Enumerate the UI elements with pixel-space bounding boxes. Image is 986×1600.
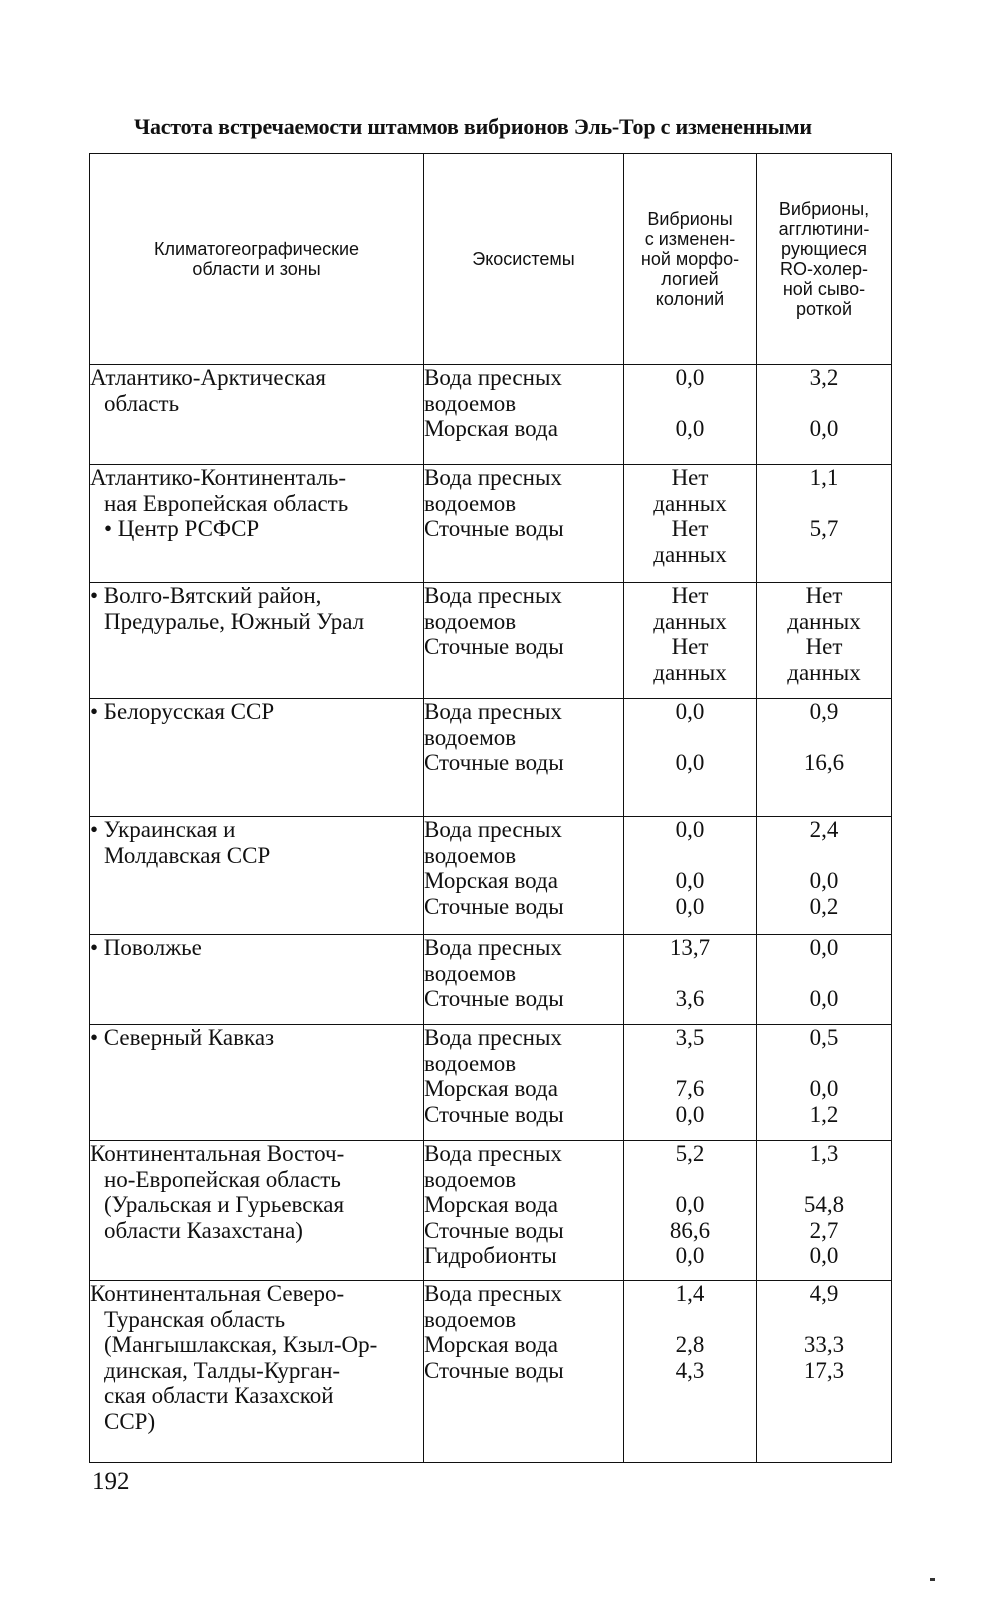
- morphology-value-cell-line: Нет: [671, 465, 709, 490]
- morphology-value-cell-line: 2,8: [675, 1332, 705, 1357]
- ecosystem-cell-line: водоемов: [424, 842, 517, 868]
- region-cell-line: Молдавская ССР: [104, 842, 271, 868]
- region-cell: [90, 1025, 424, 1141]
- agglutination-value-cell-line: 1,1: [809, 465, 839, 490]
- morphology-value-cell-line: 0,0: [675, 1192, 705, 1217]
- region-cell-line: • Северный Кавказ: [90, 1025, 275, 1050]
- region-cell-line: область: [104, 390, 180, 416]
- ecosystem-cell: [424, 365, 624, 465]
- table-row: [90, 935, 892, 1025]
- morphology-value-cell: [624, 1025, 757, 1141]
- morphology-value-cell-line: данных: [653, 541, 727, 567]
- ecosystem-cell-line: Вода пресных: [424, 935, 562, 960]
- data-table: [89, 153, 892, 1463]
- region-cell: [90, 1141, 424, 1281]
- agglutination-value-cell-line: 2,7: [809, 1217, 839, 1243]
- agglutination-value-cell-line: 0,0: [809, 1076, 839, 1101]
- region-cell: [90, 465, 424, 583]
- morphology-value-cell-line: 0,0: [675, 868, 705, 893]
- region-cell: [90, 365, 424, 465]
- agglutination-value-cell: [757, 817, 892, 935]
- morphology-value-cell: [624, 465, 757, 583]
- ecosystem-cell: [424, 583, 624, 699]
- ecosystem-cell-line: водоемов: [424, 608, 517, 634]
- agglutination-value-cell: [757, 699, 892, 817]
- morphology-value-cell-line: 1,4: [675, 1281, 705, 1306]
- agglutination-value-cell-line: 5,7: [809, 516, 839, 541]
- morphology-value-cell-line: Нет: [671, 516, 709, 541]
- table-row: [90, 465, 892, 583]
- morphology-value-cell-line: [624, 1307, 756, 1333]
- table-title: Частота встречаемости штаммов вибрионов Эль-Тор с измененными: [134, 114, 812, 139]
- header-agglutination: Вибрионы, агглютини- рующиеся RO-холер- ной сыво- роткой: [757, 154, 892, 365]
- ecosystem-cell-line: Сточные воды: [424, 634, 564, 659]
- ecosystem-cell: [424, 1025, 624, 1141]
- ecosystem-cell-line: Сточные воды: [424, 986, 564, 1011]
- agglutination-value-cell-line: 0,0: [809, 935, 839, 960]
- region-cell: [90, 699, 424, 817]
- region-cell-line: ССР): [104, 1408, 156, 1434]
- ecosystem-cell-line: Сточные воды: [424, 1357, 564, 1383]
- ecosystem-cell-line: Сточные воды: [424, 893, 564, 919]
- ecosystem-cell-line: водоемов: [424, 1166, 517, 1192]
- region-cell-line: • Волго-Вятский район,: [90, 583, 322, 608]
- ecosystem-cell: [424, 817, 624, 935]
- ecosystem-cell-line: Вода пресных: [424, 699, 562, 724]
- agglutination-value-cell: [757, 465, 892, 583]
- region-cell-line: ная Европейская область: [104, 490, 349, 516]
- morphology-value-cell-line: [624, 1051, 756, 1077]
- morphology-value-cell: [624, 935, 757, 1025]
- region-cell-line: динская, Талды-Курган-: [104, 1357, 341, 1383]
- morphology-value-cell-line: [624, 961, 756, 987]
- ecosystem-cell: [424, 935, 624, 1025]
- ecosystem-cell-line: Морская вода: [424, 416, 558, 441]
- table-row: [90, 1025, 892, 1141]
- agglutination-value-cell: [757, 1141, 892, 1281]
- morphology-value-cell-line: 0,0: [675, 750, 705, 775]
- agglutination-value-cell-line: [757, 1051, 891, 1077]
- agglutination-value-cell-line: 3,2: [809, 365, 839, 390]
- morphology-value-cell-line: 0,0: [675, 416, 705, 441]
- region-cell-line: • Центр РСФСР: [104, 516, 260, 541]
- morphology-value-cell-line: 0,0: [675, 365, 705, 390]
- morphology-value-cell-line: 86,6: [669, 1217, 711, 1243]
- table-row: [90, 583, 892, 699]
- ecosystem-cell-line: Сточные воды: [424, 1101, 564, 1127]
- morphology-value-cell-line: [624, 725, 756, 751]
- morphology-value-cell-line: данных: [653, 608, 727, 634]
- morphology-value-cell-line: данных: [653, 490, 727, 516]
- agglutination-value-cell-line: [757, 1307, 891, 1333]
- region-cell-line: (Мангышлакская, Кзыл-Ор-: [104, 1332, 378, 1357]
- agglutination-value-cell: [757, 365, 892, 465]
- agglutination-value-cell-line: 1,2: [809, 1101, 839, 1127]
- agglutination-value-cell-line: 0,0: [809, 868, 839, 893]
- morphology-value-cell-line: Нет: [671, 583, 709, 608]
- ecosystem-cell-line: водоемов: [424, 1306, 517, 1332]
- ecosystem-cell: [424, 699, 624, 817]
- morphology-value-cell: [624, 1281, 757, 1463]
- agglutination-value-cell-line: [757, 725, 891, 751]
- agglutination-value-cell-line: [757, 843, 891, 869]
- table-row: [90, 1281, 892, 1463]
- agglutination-value-cell-line: Нет: [805, 634, 843, 659]
- region-cell-line: Туранская область: [104, 1306, 286, 1332]
- ecosystem-cell-line: водоемов: [424, 1050, 517, 1076]
- region-cell-line: (Уральская и Гурьевская: [104, 1192, 345, 1217]
- table-row: [90, 699, 892, 817]
- region-cell: [90, 583, 424, 699]
- agglutination-value-cell-line: 4,9: [809, 1281, 839, 1306]
- agglutination-value-cell-line: [757, 961, 891, 987]
- ecosystem-cell-line: Вода пресных: [424, 1025, 562, 1050]
- ecosystem-cell-line: Сточные воды: [424, 516, 564, 541]
- agglutination-value-cell-line: [757, 491, 891, 517]
- morphology-value-cell-line: [624, 1167, 756, 1193]
- agglutination-value-cell-line: 0,9: [809, 699, 839, 724]
- header-regions: Климатогеографические области и зоны: [90, 154, 424, 365]
- region-cell-line: Атлантико-Арктическая: [90, 365, 326, 390]
- ecosystem-cell-line: Гидробионты: [424, 1243, 557, 1268]
- table-row: [90, 365, 892, 465]
- agglutination-value-cell-line: 0,0: [809, 416, 839, 441]
- morphology-value-cell-line: 13,7: [669, 935, 711, 960]
- agglutination-value-cell-line: 54,8: [803, 1192, 845, 1217]
- morphology-value-cell-line: 3,5: [675, 1025, 705, 1050]
- region-cell-line: области Казахстана): [104, 1217, 303, 1243]
- morphology-value-cell: [624, 699, 757, 817]
- morphology-value-cell: [624, 1141, 757, 1281]
- agglutination-value-cell: [757, 1281, 892, 1463]
- ecosystem-cell-line: Вода пресных: [424, 465, 562, 490]
- ecosystem-cell-line: водоемов: [424, 490, 517, 516]
- agglutination-value-cell-line: 0,2: [809, 893, 839, 919]
- agglutination-value-cell: [757, 583, 892, 699]
- ecosystem-cell-line: водоемов: [424, 724, 517, 750]
- morphology-value-cell-line: 0,0: [675, 893, 705, 919]
- agglutination-value-cell-line: 0,0: [809, 986, 839, 1011]
- ecosystem-cell-line: Морская вода: [424, 1192, 558, 1217]
- agglutination-value-cell-line: 17,3: [803, 1357, 845, 1383]
- region-cell-line: ская области Казахской: [104, 1383, 334, 1408]
- morphology-value-cell-line: 0,0: [675, 1243, 705, 1268]
- agglutination-value-cell: [757, 935, 892, 1025]
- ecosystem-cell-line: Морская вода: [424, 1076, 558, 1101]
- region-cell-line: Континентальная Восточ-: [90, 1141, 345, 1166]
- ecosystem-cell: [424, 465, 624, 583]
- ecosystem-cell-line: Сточные воды: [424, 750, 564, 775]
- ecosystem-cell-line: Вода пресных: [424, 1281, 562, 1306]
- header-row: [90, 154, 892, 365]
- region-cell-line: • Украинская и: [90, 817, 236, 842]
- region-cell: [90, 1281, 424, 1463]
- agglutination-value-cell-line: 0,5: [809, 1025, 839, 1050]
- page-number: 192: [92, 1468, 130, 1495]
- region-cell-line: но-Европейская область: [104, 1166, 341, 1192]
- agglutination-value-cell-line: [757, 1167, 891, 1193]
- header-morphology: Вибрионы с изменен- ной морфо- логией колоний: [624, 154, 757, 365]
- morphology-value-cell-line: 5,2: [675, 1141, 705, 1166]
- ecosystem-cell-line: Морская вода: [424, 868, 558, 893]
- ecosystem-cell-line: Морская вода: [424, 1332, 558, 1357]
- ecosystem-cell: [424, 1281, 624, 1463]
- ecosystem-cell-line: Сточные воды: [424, 1217, 564, 1243]
- morphology-value-cell-line: 0,0: [675, 817, 705, 842]
- morphology-value-cell: [624, 365, 757, 465]
- region-cell-line: Континентальная Северо-: [90, 1281, 345, 1306]
- morphology-value-cell-line: 0,0: [675, 1101, 705, 1127]
- agglutination-value-cell-line: 1,3: [809, 1141, 839, 1166]
- morphology-value-cell-line: 7,6: [675, 1076, 705, 1101]
- morphology-value-cell: [624, 583, 757, 699]
- agglutination-value-cell: [757, 1025, 892, 1141]
- region-cell-line: • Белорусская ССР: [90, 699, 275, 724]
- agglutination-value-cell-line: 16,6: [803, 750, 845, 775]
- morphology-value-cell: [624, 817, 757, 935]
- region-cell-line: Атлантико-Континенталь-: [90, 465, 347, 490]
- ecosystem-cell-line: Вода пресных: [424, 817, 562, 842]
- morphology-value-cell-line: [624, 843, 756, 869]
- agglutination-value-cell-line: 33,3: [803, 1332, 845, 1357]
- region-cell-line: • Поволжье: [90, 935, 202, 960]
- table-row: [90, 1141, 892, 1281]
- agglutination-value-cell-line: 2,4: [809, 817, 839, 842]
- region-cell-line: Предуралье, Южный Урал: [104, 608, 365, 634]
- ecosystem-cell-line: Вода пресных: [424, 1141, 562, 1166]
- morphology-value-cell-line: 3,6: [675, 986, 705, 1011]
- morphology-value-cell-line: Нет: [671, 634, 709, 659]
- ecosystem-cell-line: водоемов: [424, 390, 517, 416]
- ecosystem-cell-line: водоемов: [424, 960, 517, 986]
- region-cell: [90, 935, 424, 1025]
- agglutination-value-cell-line: данных: [787, 608, 861, 634]
- table-row: [90, 817, 892, 935]
- ecosystem-cell-line: Вода пресных: [424, 365, 562, 390]
- ecosystem-cell-line: Вода пресных: [424, 583, 562, 608]
- agglutination-value-cell-line: [757, 391, 891, 417]
- agglutination-value-cell-line: 0,0: [809, 1243, 839, 1268]
- morphology-value-cell-line: 4,3: [675, 1357, 705, 1383]
- morphology-value-cell-line: 0,0: [675, 699, 705, 724]
- header-ecosystems: Экосистемы: [424, 154, 624, 365]
- agglutination-value-cell-line: Нет: [805, 583, 843, 608]
- morphology-value-cell-line: [624, 391, 756, 417]
- agglutination-value-cell-line: данных: [787, 659, 861, 685]
- ecosystem-cell: [424, 1141, 624, 1281]
- scan-mark: [930, 1578, 935, 1581]
- morphology-value-cell-line: данных: [653, 659, 727, 685]
- region-cell: [90, 817, 424, 935]
